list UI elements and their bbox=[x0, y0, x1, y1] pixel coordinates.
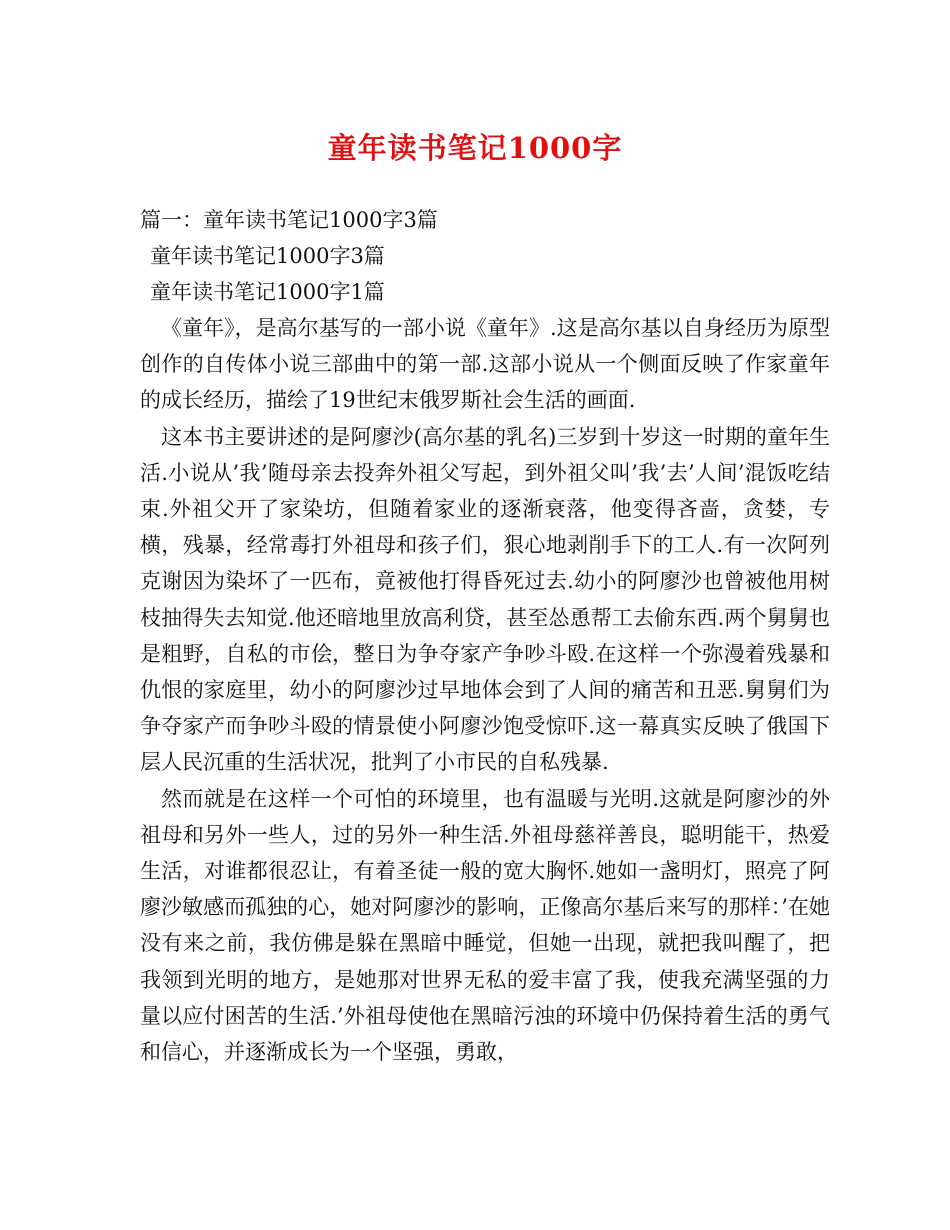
paragraph-grandmother: 然而就是在这样一个可怕的环境里，也有温暖与光明.这就是阿廖沙的外祖母和另外一些人，过的另外一种生活.外祖母慈祥善良，聪明能干，热爱生活，对谁都很忍让，有着圣徒一般的宽大胸怀.她如一盏明灯，照亮了阿廖沙敏感而孤独的心，她对阿廖沙的影响，正像高尔基后来写的那样：’在她没有来之前，我仿佛是躲在黑暗中睡觉，但她一出现，就把我叫醒了，把我领到光明的地方，是她那对世界无私的爱丰富了我，使我充满坚强的力量以应付困苦的生活.’外祖母使他在黑暗污浊的环境中仍保持着生活的勇气和信心，并逐渐成长为一个坚强，勇敢， bbox=[140, 786, 830, 1065]
document-body bbox=[140, 202, 830, 1070]
paragraph-summary: 这本书主要讲述的是阿廖沙(高尔基的乳名)三岁到十岁这一时期的童年生活.小说从’我’随母亲去投奔外祖父写起，到外祖父叫’我’去’人间’混饭吃结束.外祖父开了家染坊，但随着家业的逐渐衰落，他变得吝啬，贪婪，专横，残暴，经常毒打外祖母和孩子们，狠心地剥削手下的工人.有一次阿列克谢因为染坏了一匹布，竟被他打得昏死过去.幼小的阿廖沙也曾被他用树枝抽得失去知觉.他还暗地里放高利贷，甚至怂恿帮工去偷东西.两个舅舅也是粗野，自私的市侩，整日为争夺家产争吵斗殴.在这样一个弥漫着残暴和仇恨的家庭里，幼小的阿廖沙过早地体会到了人间的痛苦和丑恶.舅舅们为争夺家产而争吵斗殴的情景使小阿廖沙饱受惊吓.这一幕真实反映了俄国下层人民沉重的生活状况，批判了小市民的自私残暴. bbox=[140, 424, 830, 775]
heading-line-3: 童年读书笔记1000字1篇 bbox=[150, 280, 385, 304]
document-title: 童年读书笔记1000字 bbox=[327, 131, 623, 165]
paragraph-intro: 《童年》，是高尔基写的一部小说《童年》.这是高尔基以自身经历为原型创作的自传体小说三部曲中的第一部.这部小说从一个侧面反映了作家童年的成长经历，描绘了19世纪末俄罗斯社会生活的画面. bbox=[140, 316, 830, 413]
heading-line-1: 篇一：童年读书笔记1000字3篇 bbox=[140, 208, 438, 232]
heading-line-2: 童年读书笔记1000字3篇 bbox=[150, 244, 385, 268]
